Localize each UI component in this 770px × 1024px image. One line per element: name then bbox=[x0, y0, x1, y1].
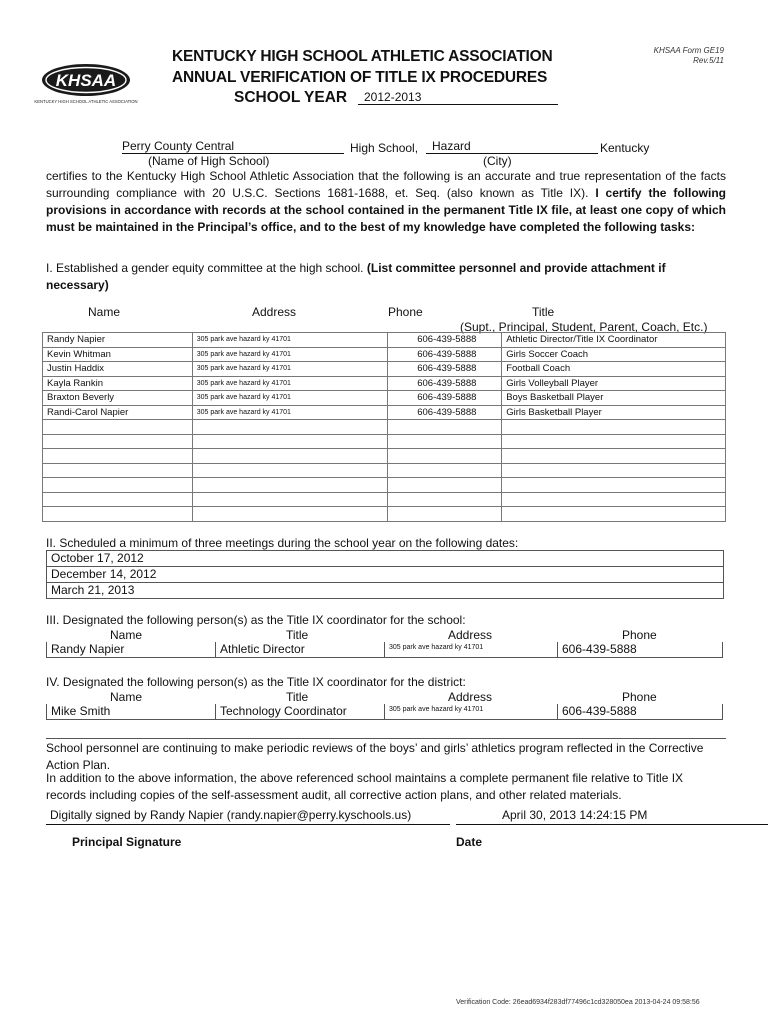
form-number: KHSAA Form GE19 Rev.5/11 bbox=[653, 46, 724, 65]
table-row bbox=[43, 434, 726, 449]
committee-name-cell[interactable] bbox=[43, 492, 193, 507]
school-year-label: SCHOOL YEAR bbox=[234, 89, 348, 106]
section1-heading: I. Established a gender equity committee at the high school. (List committee personnel and provide attachment if necessary) bbox=[46, 261, 666, 292]
committee-name-cell[interactable] bbox=[43, 449, 193, 464]
committee-name-cell[interactable] bbox=[43, 478, 193, 493]
table-row bbox=[43, 449, 726, 464]
principal-signature-label: Principal Signature bbox=[72, 835, 182, 849]
school-year-field[interactable]: 2012-2013 bbox=[358, 90, 558, 105]
closing-p2: In addition to the above information, the above referenced school maintains a complete permanent file relative to Title IX records including copies of the self-assessment audit, all corrective action plans, and other related materials. bbox=[46, 771, 684, 802]
section3-heading: III. Designated the following person(s) as the Title IX coordinator for the school: bbox=[46, 613, 466, 627]
committee-title-cell[interactable]: Boys Basketball Player bbox=[502, 391, 726, 406]
s3-phone-header: Phone bbox=[622, 628, 657, 642]
committee-title-cell[interactable]: Football Coach bbox=[502, 362, 726, 377]
digital-signature[interactable]: Digitally signed by Randy Napier (randy.napier@perry.kyschools.us) bbox=[46, 808, 450, 825]
committee-address-cell[interactable] bbox=[192, 434, 388, 449]
table-row bbox=[43, 492, 726, 507]
committee-phone-cell[interactable] bbox=[388, 492, 502, 507]
committee-address-cell[interactable] bbox=[192, 492, 388, 507]
col-phone-header: Phone bbox=[388, 305, 423, 319]
committee-title-cell[interactable] bbox=[502, 449, 726, 464]
committee-address-cell[interactable]: 305 park ave hazard ky 41701 bbox=[192, 376, 388, 391]
committee-address-cell[interactable] bbox=[192, 463, 388, 478]
committee-title-cell[interactable] bbox=[502, 478, 726, 493]
committee-address-cell[interactable] bbox=[192, 507, 388, 522]
s3-phone[interactable]: 606-439-5888 bbox=[557, 642, 723, 658]
committee-title-cell[interactable] bbox=[502, 463, 726, 478]
table-row bbox=[43, 463, 726, 478]
s3-title[interactable]: Athletic Director bbox=[215, 642, 385, 658]
committee-phone-cell[interactable] bbox=[388, 478, 502, 493]
committee-name-cell[interactable] bbox=[43, 420, 193, 435]
certification-text: certifies to the Kentucky High School Athletic Association that the following is an accurate and true representation of the facts surrounding compliance with 20 U.S.C. Sections 1681-1688, et. Seq. (also known as Title IX). I certify the following provisions in accordance with records at the school contained in the permanent Title IX file, at least one copy of which must be maintained in the Principal’s office, and to the best of my knowledge have completed the following tasks: bbox=[46, 169, 726, 234]
table-row bbox=[43, 347, 726, 362]
committee-title-cell[interactable]: Girls Soccer Coach bbox=[502, 347, 726, 362]
committee-name-cell[interactable] bbox=[43, 463, 193, 478]
s3-address[interactable]: 305 park ave hazard ky 41701 bbox=[384, 642, 558, 658]
committee-phone-cell[interactable] bbox=[388, 420, 502, 435]
committee-name-cell[interactable]: Justin Haddix bbox=[43, 362, 193, 377]
meeting-date[interactable]: March 21, 2013 bbox=[51, 583, 135, 597]
state-label: Kentucky bbox=[600, 141, 650, 155]
committee-name-cell[interactable]: Randy Napier bbox=[43, 333, 193, 348]
s4-address[interactable]: 305 park ave hazard ky 41701 bbox=[384, 704, 558, 720]
s3-name-header: Name bbox=[110, 628, 143, 642]
committee-title-cell[interactable]: Athletic Director/Title IX Coordinator bbox=[502, 333, 726, 348]
committee-address-cell[interactable] bbox=[192, 420, 388, 435]
col-title-header: Title bbox=[532, 305, 555, 319]
committee-name-cell[interactable]: Kevin Whitman bbox=[43, 347, 193, 362]
committee-phone-cell[interactable]: 606-439-5888 bbox=[388, 333, 502, 348]
meeting-dates-box bbox=[46, 550, 724, 599]
s4-name-header: Name bbox=[110, 690, 143, 704]
committee-title-cell[interactable]: Girls Basketball Player bbox=[502, 405, 726, 420]
committee-phone-cell[interactable]: 606-439-5888 bbox=[388, 362, 502, 377]
table-row bbox=[43, 405, 726, 420]
s4-title-header: Title bbox=[286, 690, 309, 704]
title-line2: ANNUAL VERIFICATION OF TITLE IX PROCEDURES bbox=[172, 69, 548, 86]
table-row bbox=[43, 507, 726, 522]
s3-title-header: Title bbox=[286, 628, 309, 642]
svg-text:KENTUCKY HIGH SCHOOL ATHLETIC: KENTUCKY HIGH SCHOOL ATHLETIC ASSOCIATION bbox=[34, 99, 138, 104]
s4-address-header: Address bbox=[448, 690, 493, 704]
verification-code: Verification Code: 26ead6934f283df77496c1cd328050ea 2013-04-24 09:58:56 bbox=[456, 999, 700, 1006]
table-row bbox=[43, 333, 726, 348]
committee-phone-cell[interactable] bbox=[388, 449, 502, 464]
table-row bbox=[43, 391, 726, 406]
committee-name-cell[interactable]: Braxton Beverly bbox=[43, 391, 193, 406]
svg-text:KHSAA: KHSAA bbox=[55, 71, 117, 90]
committee-title-cell[interactable] bbox=[502, 420, 726, 435]
committee-phone-cell[interactable] bbox=[388, 507, 502, 522]
divider bbox=[46, 738, 726, 739]
committee-address-cell[interactable] bbox=[192, 478, 388, 493]
committee-name-cell[interactable]: Randi-Carol Napier bbox=[43, 405, 193, 420]
committee-name-cell[interactable]: Kayla Rankin bbox=[43, 376, 193, 391]
closing-p1: School personnel are continuing to make periodic reviews of the boys’ and girls’ athletics program reflected in the Corrective Action Plan. bbox=[46, 741, 704, 772]
committee-address-cell[interactable]: 305 park ave hazard ky 41701 bbox=[192, 391, 388, 406]
school-name-field[interactable]: Perry County Central bbox=[122, 139, 344, 154]
section2-heading: II. Scheduled a minimum of three meetings during the school year on the following dates: bbox=[46, 536, 519, 550]
city-caption: (City) bbox=[483, 154, 512, 168]
school-name-caption: (Name of High School) bbox=[148, 154, 270, 168]
committee-phone-cell[interactable]: 606-439-5888 bbox=[388, 376, 502, 391]
committee-phone-cell[interactable]: 606-439-5888 bbox=[388, 405, 502, 420]
s4-title[interactable]: Technology Coordinator bbox=[215, 704, 385, 720]
committee-phone-cell[interactable] bbox=[388, 463, 502, 478]
committee-phone-cell[interactable] bbox=[388, 434, 502, 449]
committee-address-cell[interactable]: 305 park ave hazard ky 41701 bbox=[192, 405, 388, 420]
s3-name[interactable]: Randy Napier bbox=[46, 642, 216, 658]
section4-heading: IV. Designated the following person(s) as the Title IX coordinator for the district: bbox=[46, 675, 466, 689]
meeting-date[interactable]: October 17, 2012 bbox=[47, 551, 723, 567]
committee-title-cell[interactable]: Girls Volleyball Player bbox=[502, 376, 726, 391]
committee-phone-cell[interactable]: 606-439-5888 bbox=[388, 347, 502, 362]
col-name-header: Name bbox=[88, 305, 121, 319]
s3-address-header: Address bbox=[448, 628, 493, 642]
date-label: Date bbox=[456, 835, 483, 849]
table-row bbox=[43, 376, 726, 391]
committee-address-cell[interactable]: 305 park ave hazard ky 41701 bbox=[192, 333, 388, 348]
committee-table bbox=[42, 332, 726, 522]
committee-name-cell[interactable] bbox=[43, 507, 193, 522]
table-row bbox=[43, 478, 726, 493]
meeting-date[interactable]: December 14, 2012 bbox=[47, 567, 723, 583]
committee-address-cell[interactable]: 305 park ave hazard ky 41701 bbox=[192, 362, 388, 377]
title-line1: KENTUCKY HIGH SCHOOL ATHLETIC ASSOCIATION bbox=[172, 48, 553, 65]
s4-phone-header: Phone bbox=[622, 690, 657, 704]
committee-name-cell[interactable] bbox=[43, 434, 193, 449]
signature-date[interactable]: April 30, 2013 14:24:15 PM bbox=[456, 808, 768, 825]
khsaa-logo bbox=[34, 62, 138, 106]
city-field[interactable]: Hazard bbox=[426, 139, 598, 154]
committee-title-cell[interactable] bbox=[502, 492, 726, 507]
committee-phone-cell[interactable]: 606-439-5888 bbox=[388, 391, 502, 406]
committee-address-cell[interactable]: 305 park ave hazard ky 41701 bbox=[192, 347, 388, 362]
col-address-header: Address bbox=[252, 305, 297, 319]
table-row bbox=[43, 420, 726, 435]
committee-title-cell[interactable] bbox=[502, 507, 726, 522]
high-school-label: High School, bbox=[350, 141, 419, 155]
s4-name[interactable]: Mike Smith bbox=[46, 704, 216, 720]
committee-title-cell[interactable] bbox=[502, 434, 726, 449]
col-title-subheader: (Supt., Principal, Student, Parent, Coach, Etc.) bbox=[460, 320, 708, 334]
s4-phone[interactable]: 606-439-5888 bbox=[557, 704, 723, 720]
table-row bbox=[43, 362, 726, 377]
committee-address-cell[interactable] bbox=[192, 449, 388, 464]
